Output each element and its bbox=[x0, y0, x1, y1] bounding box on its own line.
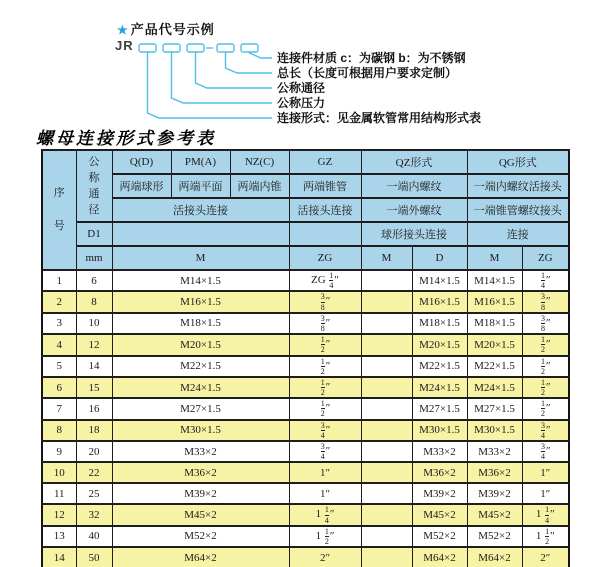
code-label-material: 连接件材质 c：为碳钢 b：为不锈钢 bbox=[277, 51, 466, 65]
m-unit-header: M bbox=[112, 246, 289, 270]
code-box-5 bbox=[241, 44, 258, 52]
cell-qg_zg: 1″ bbox=[522, 483, 569, 504]
cell-qz_m bbox=[361, 526, 412, 547]
cell-gz: ZG $\frac{1}{4}$ ″ bbox=[289, 270, 361, 291]
cell-dn: 20 bbox=[76, 441, 112, 462]
cell-qz_m bbox=[361, 462, 412, 483]
cell-m: M27×1.5 bbox=[112, 398, 289, 419]
fraction: $\frac{3}{8}$ bbox=[540, 313, 545, 333]
cell-dn: 18 bbox=[76, 420, 112, 441]
fraction: $\frac{3}{4}$ bbox=[540, 442, 545, 462]
d1-header: D1 bbox=[76, 222, 112, 246]
product-code-diagram bbox=[0, 0, 600, 140]
seq-vertical-label: 序号 bbox=[53, 187, 65, 232]
connector-line-5 bbox=[250, 52, 273, 58]
fraction: $\frac{1}{4}$ bbox=[324, 505, 329, 525]
cell-dn: 22 bbox=[76, 462, 112, 483]
table-row bbox=[42, 441, 569, 462]
col-pm-header: PM(A) bbox=[171, 150, 230, 174]
col-gz-header: GZ bbox=[289, 150, 361, 174]
cell-gz: $\frac{3}{4}$ ″ bbox=[289, 420, 361, 441]
cell-qz_m bbox=[361, 504, 412, 525]
col-qg-header: QG形式 bbox=[467, 150, 569, 174]
fraction: $\frac{3}{4}$ bbox=[320, 420, 325, 440]
cell-gz: $\frac{3}{8}$ ″ bbox=[289, 313, 361, 334]
fraction: $\frac{1}{4}$ bbox=[545, 505, 550, 525]
code-box-3 bbox=[187, 44, 204, 52]
cell-qg_zg: $\frac{3}{4}$ ″ bbox=[522, 420, 569, 441]
cell-gz: 1″ bbox=[289, 483, 361, 504]
dn-vertical-label: 公称通径 bbox=[88, 156, 100, 216]
cell-qg_m: M22×1.5 bbox=[467, 356, 522, 377]
cell-qg_m: M14×1.5 bbox=[467, 270, 522, 291]
gz-sub-header: 两端锥管 bbox=[289, 174, 361, 198]
cell-qz_d: M27×1.5 bbox=[412, 398, 467, 419]
cell-seq: 7 bbox=[42, 398, 76, 419]
cell-m: M36×2 bbox=[112, 462, 289, 483]
col-q-header: Q(D) bbox=[112, 150, 171, 174]
cell-qg_zg: $\frac{3}{8}$ ″ bbox=[522, 291, 569, 312]
table-row bbox=[42, 420, 569, 441]
cell-qg_m: M64×2 bbox=[467, 547, 522, 567]
cell-qg_zg: $\frac{1}{2}$ ″ bbox=[522, 334, 569, 355]
cell-qz_m bbox=[361, 334, 412, 355]
table-row bbox=[42, 504, 569, 525]
fraction: $\frac{1}{2}$ bbox=[540, 335, 545, 355]
code-label-pressure: 公称压力 bbox=[277, 96, 326, 110]
cell-seq: 6 bbox=[42, 377, 76, 398]
cell-qg_zg: $\frac{3}{4}$ ″ bbox=[522, 441, 569, 462]
union-conn-header: 活接头连接 bbox=[112, 198, 289, 222]
qz-d-unit-header: D bbox=[412, 246, 467, 270]
fraction: $\frac{1}{2}$ bbox=[320, 356, 325, 376]
table-title: 螺母连接形式参考表 bbox=[36, 129, 216, 148]
qz-sub3-header: 球形接头连接 bbox=[361, 222, 467, 246]
fraction: $\frac{3}{8}$ bbox=[320, 292, 325, 312]
cell-dn: 6 bbox=[76, 270, 112, 291]
cell-qg_zg: 1 $\frac{1}{4}$ ″ bbox=[522, 504, 569, 525]
cell-gz: 2″ bbox=[289, 547, 361, 567]
code-label-length: 总长（长度可根据用户要求定制） bbox=[277, 66, 458, 80]
cell-seq: 4 bbox=[42, 334, 76, 355]
fraction: $\frac{3}{8}$ bbox=[320, 313, 325, 333]
cell-qg_m: M33×2 bbox=[467, 441, 522, 462]
cell-qz_m bbox=[361, 377, 412, 398]
gz-conn-header: 活接头连接 bbox=[289, 198, 361, 222]
cell-qz_d: M14×1.5 bbox=[412, 270, 467, 291]
cell-qz_m bbox=[361, 420, 412, 441]
qg-zg-unit-header: ZG bbox=[522, 246, 569, 270]
cell-qz_d: M45×2 bbox=[412, 504, 467, 525]
table-header bbox=[42, 150, 569, 270]
cell-qz_m bbox=[361, 441, 412, 462]
cell-qz_d: M36×2 bbox=[412, 462, 467, 483]
header-row-2 bbox=[42, 174, 569, 198]
table-row bbox=[42, 356, 569, 377]
qz-sub2-header: 一端外螺纹 bbox=[361, 198, 467, 222]
cell-seq: 12 bbox=[42, 504, 76, 525]
diagram-title-text: 产品代号示例 bbox=[130, 22, 215, 37]
cell-qg_zg: $\frac{1}{2}$ ″ bbox=[522, 377, 569, 398]
fraction: $\frac{1}{4}$ bbox=[329, 271, 334, 291]
cell-qz_d: M18×1.5 bbox=[412, 313, 467, 334]
cell-seq: 10 bbox=[42, 462, 76, 483]
cell-dn: 16 bbox=[76, 398, 112, 419]
cell-dn: 15 bbox=[76, 377, 112, 398]
cell-dn: 50 bbox=[76, 547, 112, 567]
cell-gz: $\frac{1}{2}$ ″ bbox=[289, 377, 361, 398]
qg-sub2-header: 一端锥管螺纹接头 bbox=[467, 198, 569, 222]
header-row-4 bbox=[42, 222, 569, 246]
fraction: $\frac{3}{4}$ bbox=[320, 442, 325, 462]
cell-dn: 12 bbox=[76, 334, 112, 355]
cell-qz_m bbox=[361, 313, 412, 334]
cell-gz: $\frac{3}{8}$ ″ bbox=[289, 291, 361, 312]
qg-m-unit-header: M bbox=[467, 246, 522, 270]
fraction: $\frac{1}{2}$ bbox=[320, 377, 325, 398]
empty-header-cell bbox=[289, 222, 361, 246]
cell-qg_m: M36×2 bbox=[467, 462, 522, 483]
header-row-3 bbox=[42, 198, 569, 222]
diagram-title bbox=[117, 19, 215, 38]
table-row bbox=[42, 547, 569, 567]
cell-qg_m: M30×1.5 bbox=[467, 420, 522, 441]
qz-m-unit-header: M bbox=[361, 246, 412, 270]
cell-dn: 10 bbox=[76, 313, 112, 334]
cell-qz_m bbox=[361, 291, 412, 312]
header-row-1 bbox=[42, 150, 569, 174]
cell-qg_m: M24×1.5 bbox=[467, 377, 522, 398]
cell-seq: 5 bbox=[42, 356, 76, 377]
fraction: $\frac{1}{2}$ bbox=[540, 399, 545, 419]
cell-qg_zg: $\frac{1}{2}$ ″ bbox=[522, 398, 569, 419]
cell-qg_m: M20×1.5 bbox=[467, 334, 522, 355]
cell-qg_zg: $\frac{3}{8}$ ″ bbox=[522, 313, 569, 334]
cell-qz_m bbox=[361, 270, 412, 291]
cell-qz_m bbox=[361, 483, 412, 504]
cell-m: M22×1.5 bbox=[112, 356, 289, 377]
table-row bbox=[42, 377, 569, 398]
cell-qg_zg: 1 $\frac{1}{2}$ ″ bbox=[522, 526, 569, 547]
cell-seq: 8 bbox=[42, 420, 76, 441]
cell-m: M14×1.5 bbox=[112, 270, 289, 291]
table-row bbox=[42, 334, 569, 355]
table-row bbox=[42, 398, 569, 419]
cell-qz_m bbox=[361, 398, 412, 419]
cell-qg_m: M39×2 bbox=[467, 483, 522, 504]
cell-qz_d: M22×1.5 bbox=[412, 356, 467, 377]
connector-line-2 bbox=[172, 52, 273, 103]
cell-qg_m: M45×2 bbox=[467, 504, 522, 525]
cell-dn: 8 bbox=[76, 291, 112, 312]
cell-gz: $\frac{1}{2}$ ″ bbox=[289, 356, 361, 377]
code-label-diameter: 公称通径 bbox=[277, 81, 326, 95]
cell-qz_d: M39×2 bbox=[412, 483, 467, 504]
table-row bbox=[42, 270, 569, 291]
col-dn-header bbox=[76, 150, 112, 222]
cell-seq: 3 bbox=[42, 313, 76, 334]
cell-m: M18×1.5 bbox=[112, 313, 289, 334]
code-box-2 bbox=[163, 44, 180, 52]
q-sub-header: 两端球形 bbox=[112, 174, 171, 198]
fraction: $\frac{1}{4}$ bbox=[540, 271, 545, 291]
fraction: $\frac{1}{2}$ bbox=[540, 356, 545, 376]
cell-qg_zg: $\frac{1}{4}$ ″ bbox=[522, 270, 569, 291]
qz-sub1-header: 一端内螺纹 bbox=[361, 174, 467, 198]
cell-m: M30×1.5 bbox=[112, 420, 289, 441]
cell-gz: $\frac{3}{4}$ ″ bbox=[289, 441, 361, 462]
cell-m: M24×1.5 bbox=[112, 377, 289, 398]
nz-sub-header: 两端内锥 bbox=[230, 174, 289, 198]
code-box-1 bbox=[139, 44, 156, 52]
code-box-4 bbox=[217, 44, 234, 52]
cell-gz: $\frac{1}{2}$ ″ bbox=[289, 334, 361, 355]
connector-line-4 bbox=[226, 52, 273, 73]
cell-m: M33×2 bbox=[112, 441, 289, 462]
cell-seq: 1 bbox=[42, 270, 76, 291]
col-seq-header bbox=[42, 150, 76, 270]
cell-qg_m: M16×1.5 bbox=[467, 291, 522, 312]
cell-qz_m bbox=[361, 547, 412, 567]
cell-m: M64×2 bbox=[112, 547, 289, 567]
code-label-conn-type: 连接形式：见金属软管常用结构形式表 bbox=[277, 111, 482, 125]
cell-qg_zg: 1″ bbox=[522, 462, 569, 483]
cell-m: M45×2 bbox=[112, 504, 289, 525]
mm-header: mm bbox=[76, 246, 112, 270]
cell-m: M39×2 bbox=[112, 483, 289, 504]
qg-sub3-header: 连接 bbox=[467, 222, 569, 246]
cell-gz: 1 $\frac{1}{4}$ ″ bbox=[289, 504, 361, 525]
cell-dn: 32 bbox=[76, 504, 112, 525]
cell-qz_d: M24×1.5 bbox=[412, 377, 467, 398]
cell-qg_m: M52×2 bbox=[467, 526, 522, 547]
cell-dn: 14 bbox=[76, 356, 112, 377]
cell-m: M20×1.5 bbox=[112, 334, 289, 355]
table-body bbox=[42, 270, 569, 567]
cell-qz_m bbox=[361, 356, 412, 377]
cell-qg_m: M27×1.5 bbox=[467, 398, 522, 419]
table-row bbox=[42, 526, 569, 547]
cell-qg_zg: 2″ bbox=[522, 547, 569, 567]
header-row-5 bbox=[42, 246, 569, 270]
cell-qg_zg: $\frac{1}{2}$ ″ bbox=[522, 356, 569, 377]
cell-qz_d: M16×1.5 bbox=[412, 291, 467, 312]
cell-qz_d: M33×2 bbox=[412, 441, 467, 462]
star-icon: ★ bbox=[117, 23, 129, 37]
cell-qz_d: M30×1.5 bbox=[412, 420, 467, 441]
table-row bbox=[42, 291, 569, 312]
fraction: $\frac{1}{2}$ bbox=[540, 377, 545, 398]
fraction: $\frac{1}{2}$ bbox=[320, 399, 325, 419]
cell-qz_d: M52×2 bbox=[412, 526, 467, 547]
cell-gz: 1 $\frac{1}{2}$ ″ bbox=[289, 526, 361, 547]
cell-m: M16×1.5 bbox=[112, 291, 289, 312]
col-qz-header: QZ形式 bbox=[361, 150, 467, 174]
table-row bbox=[42, 313, 569, 334]
col-nz-header: NZ(C) bbox=[230, 150, 289, 174]
pm-sub-header: 两端平面 bbox=[171, 174, 230, 198]
zg-unit-header: ZG bbox=[289, 246, 361, 270]
nut-connection-table bbox=[41, 149, 570, 567]
table-row bbox=[42, 483, 569, 504]
cell-gz: 1″ bbox=[289, 462, 361, 483]
cell-qz_d: M64×2 bbox=[412, 547, 467, 567]
cell-gz: $\frac{1}{2}$ ″ bbox=[289, 398, 361, 419]
table-row bbox=[42, 462, 569, 483]
fraction: $\frac{1}{2}$ bbox=[324, 526, 329, 546]
fraction: $\frac{3}{8}$ bbox=[540, 292, 545, 312]
empty-header-cell bbox=[112, 222, 289, 246]
connector-line-1 bbox=[148, 52, 273, 118]
cell-m: M52×2 bbox=[112, 526, 289, 547]
cell-qg_m: M18×1.5 bbox=[467, 313, 522, 334]
fraction: $\frac{1}{2}$ bbox=[545, 526, 550, 546]
cell-seq: 9 bbox=[42, 441, 76, 462]
cell-seq: 11 bbox=[42, 483, 76, 504]
cell-seq: 14 bbox=[42, 547, 76, 567]
product-code-prefix: JR bbox=[115, 38, 134, 53]
cell-seq: 2 bbox=[42, 291, 76, 312]
cell-dn: 40 bbox=[76, 526, 112, 547]
cell-qz_d: M20×1.5 bbox=[412, 334, 467, 355]
cell-seq: 13 bbox=[42, 526, 76, 547]
fraction: $\frac{1}{2}$ bbox=[320, 335, 325, 355]
qg-sub1-header: 一端内螺纹活接头 bbox=[467, 174, 569, 198]
fraction: $\frac{3}{4}$ bbox=[540, 420, 545, 440]
cell-dn: 25 bbox=[76, 483, 112, 504]
